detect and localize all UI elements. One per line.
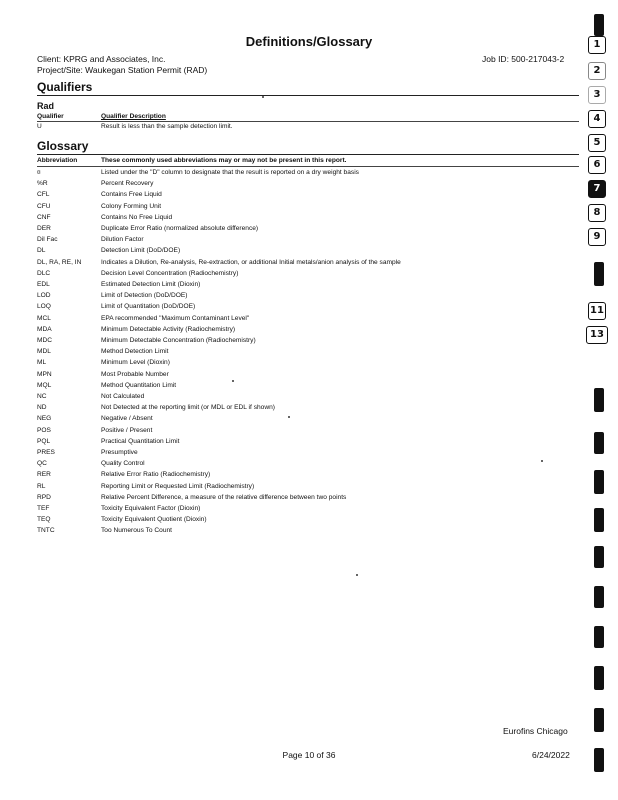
glossary-abbreviation: MQL: [37, 381, 52, 389]
glossary-row: [37, 458, 577, 469]
glossary-row: [37, 402, 577, 413]
page-number: Page 10 of 36: [282, 750, 336, 760]
glossary-abbreviation: MDC: [37, 337, 53, 344]
glossary-description: Relative Error Ratio (Radiochemistry): [101, 471, 211, 479]
glossary-abbreviation: RPD: [37, 493, 51, 501]
qualifiers-rule: [37, 95, 579, 96]
report-date: 6/24/2022: [532, 750, 570, 760]
glossary-description: Not Calculated: [101, 393, 145, 400]
tab-marker: [594, 388, 604, 412]
qualifier-description-column-header: Qualifier Description: [101, 113, 166, 120]
glossary-row: [37, 357, 577, 368]
glossary-description: Negative / Absent: [101, 415, 153, 423]
tab-marker: [594, 586, 604, 608]
glossary-row: [37, 279, 577, 290]
glossary-description: Minimum Detectable Concentration (Radiochemistry): [101, 337, 256, 344]
glossary-description: Positive / Present: [101, 426, 153, 434]
tab-marker: [594, 546, 604, 568]
glossary-description: Minimum Detectable Activity (Radiochemistry): [101, 325, 236, 333]
glossary-row: [37, 290, 577, 301]
glossary-abbreviation: MDA: [37, 325, 52, 333]
glossary-description: Duplicate Error Ratio (normalized absolute difference): [101, 225, 259, 232]
glossary-abbreviation: PRES: [37, 449, 55, 456]
scan-speck: [232, 380, 234, 382]
glossary-row: [37, 425, 577, 436]
glossary-description: Quality Control: [101, 460, 145, 468]
glossary-abbreviation: EDL: [37, 281, 50, 288]
qualifiers-heading: Qualifiers: [37, 80, 93, 94]
glossary-row: [37, 234, 577, 245]
glossary-abbreviation: ND: [37, 404, 47, 412]
glossary-row: [37, 223, 577, 234]
glossary-abbreviation: DLC: [37, 269, 51, 277]
client-block: [37, 54, 207, 76]
scan-speck: [262, 96, 264, 98]
glossary-description-column-header: These commonly used abbreviations may or may not be present in this report.: [101, 157, 347, 164]
glossary-row: [37, 167, 577, 178]
glossary-row: [37, 268, 577, 279]
glossary-description: Most Probable Number: [101, 370, 169, 378]
tab-number: 5: [588, 134, 606, 152]
tab-number: 8: [588, 204, 606, 222]
glossary-description: EPA recommended "Maximum Contaminant Level": [101, 314, 250, 322]
glossary-row: [37, 436, 577, 447]
glossary-description: Method Quantitation Limit: [101, 381, 177, 389]
glossary-abbreviation: DER: [37, 225, 51, 232]
tab-number: 4: [588, 110, 606, 128]
tab-number: 13: [586, 326, 608, 344]
tab-marker: [594, 708, 604, 732]
glossary-row: [37, 178, 577, 189]
glossary-description: Not Detected at the reporting limit (or MDL or EDL if shown): [101, 404, 275, 412]
glossary-description: Dilution Factor: [101, 236, 144, 244]
glossary-description: Method Detection Limit: [101, 348, 169, 356]
glossary-row: [37, 514, 577, 525]
glossary-row: [37, 335, 577, 346]
glossary-abbreviation: MPN: [37, 370, 52, 378]
glossary-description: Minimum Level (Dioxin): [101, 359, 170, 367]
glossary-abbreviation: TNTC: [37, 527, 55, 535]
glossary-row: [37, 369, 577, 380]
scan-speck: [356, 574, 358, 576]
tab-number: 3: [588, 86, 606, 104]
glossary-row: [37, 492, 577, 503]
tab-marker: [594, 262, 604, 286]
glossary-abbreviation: DL: [37, 247, 46, 255]
glossary-abbreviation: PQL: [37, 437, 51, 445]
glossary-description: Colony Forming Unit: [101, 202, 162, 210]
tab-number: 2: [588, 62, 606, 80]
glossary-description: Contains No Free Liquid: [101, 213, 173, 221]
abbreviation-column-header: Abbreviation: [37, 157, 78, 164]
glossary-abbreviation: RL: [37, 482, 46, 490]
glossary-abbreviation: ML: [37, 359, 47, 367]
glossary-abbreviation: CFU: [37, 202, 51, 210]
glossary-row: [37, 481, 577, 492]
glossary-abbreviation: TEQ: [37, 516, 51, 524]
glossary-description: Estimated Detection Limit (Dioxin): [101, 281, 201, 288]
job-id: Job ID: 500-217043-2: [482, 54, 565, 64]
tab-marker: [594, 14, 604, 36]
tab-number: 11: [588, 302, 606, 320]
glossary-description: Toxicity Equivalent Factor (Dioxin): [101, 505, 201, 512]
glossary-abbreviation: QC: [37, 460, 47, 468]
glossary-rule: [37, 154, 579, 155]
glossary-description: Percent Recovery: [101, 180, 154, 188]
glossary-abbreviation: MCL: [37, 314, 51, 322]
glossary-abbreviation: LOQ: [37, 303, 51, 311]
tab-marker: [594, 470, 604, 494]
glossary-description: Practical Quantitation Limit: [101, 437, 180, 445]
glossary-description: Listed under the "D" column to designate that the result is reported on a dry weight basis: [101, 169, 359, 176]
glossary-abbreviation: TEF: [37, 505, 50, 512]
tab-marker: [594, 508, 604, 532]
client-name: Client: KPRG and Associates, Inc.: [37, 54, 166, 64]
glossary-abbreviation: MDL: [37, 348, 51, 356]
tab-number: 6: [588, 156, 606, 174]
glossary-row: [37, 245, 577, 256]
glossary-description: Too Numerous To Count: [101, 527, 172, 535]
glossary-description: Presumptive: [101, 449, 138, 456]
glossary-description: Contains Free Liquid: [101, 191, 162, 199]
tab-marker: [594, 748, 604, 772]
glossary-row: [37, 313, 577, 324]
glossary-row: [37, 525, 577, 536]
glossary-row: [37, 346, 577, 357]
glossary-row: [37, 447, 577, 458]
project-site: Project/Site: Waukegan Station Permit (RAD): [37, 65, 208, 75]
tab-marker: [594, 666, 604, 690]
qualifier-row: [37, 121, 577, 132]
glossary-abbreviation: %R: [37, 180, 48, 188]
glossary-description: Limit of Detection (DoD/DOE): [101, 292, 188, 300]
glossary-description: Indicates a Dilution, Re-analysis, Re-extraction, or additional Initial metals/anion analysis of the sample: [101, 258, 401, 266]
qualifier-code: U: [37, 123, 42, 130]
page-title: Definitions/Glossary: [245, 34, 373, 49]
scan-speck: [541, 460, 543, 462]
glossary-row: [37, 189, 577, 200]
glossary-row: [37, 257, 577, 268]
glossary-row: [37, 324, 577, 335]
glossary-abbreviation: LOD: [37, 292, 51, 300]
glossary-description: Detection Limit (DoD/DOE): [101, 247, 181, 255]
glossary-row: [37, 212, 577, 223]
glossary-abbreviation: CNF: [37, 213, 51, 221]
glossary-description: Reporting Limit or Requested Limit (Radiochemistry): [101, 482, 255, 490]
glossary-row: [37, 469, 577, 480]
glossary-abbreviation: DL, RA, RE, IN: [37, 258, 82, 266]
scan-speck: [288, 416, 290, 418]
glossary-abbreviation: NC: [37, 393, 47, 400]
tab-marker: [594, 432, 604, 454]
glossary-row: [37, 503, 577, 514]
glossary-heading: Glossary: [37, 139, 89, 153]
glossary-abbreviation: ¤: [37, 169, 41, 176]
qualifier-column-header: Qualifier: [37, 113, 64, 120]
tab-number: 7: [588, 180, 606, 198]
tab-number: 9: [588, 228, 606, 246]
glossary-abbreviation: RER: [37, 471, 51, 479]
tab-marker: [594, 626, 604, 648]
glossary-row: [37, 391, 577, 402]
glossary-abbreviation: NEG: [37, 415, 52, 423]
glossary-description: Relative Percent Difference, a measure of the relative difference between two points: [101, 493, 347, 501]
lab-name: Eurofins Chicago: [503, 726, 568, 736]
glossary-description: Limit of Quantitation (DoD/DOE): [101, 303, 196, 311]
glossary-abbreviation: CFL: [37, 191, 50, 199]
glossary-description: Toxicity Equivalent Quotient (Dioxin): [101, 516, 207, 524]
glossary-abbreviation: Dil Fac: [37, 236, 58, 244]
tab-number: 1: [588, 36, 606, 54]
glossary-description: Decision Level Concentration (Radiochemistry): [101, 269, 239, 277]
glossary-row: [37, 301, 577, 312]
glossary-row: [37, 380, 577, 391]
rad-subheading: Rad: [37, 101, 55, 111]
glossary-row: [37, 201, 577, 212]
glossary-row: [37, 413, 577, 424]
glossary-abbreviation: POS: [37, 426, 51, 434]
qualifier-description: Result is less than the sample detection limit.: [101, 123, 233, 130]
